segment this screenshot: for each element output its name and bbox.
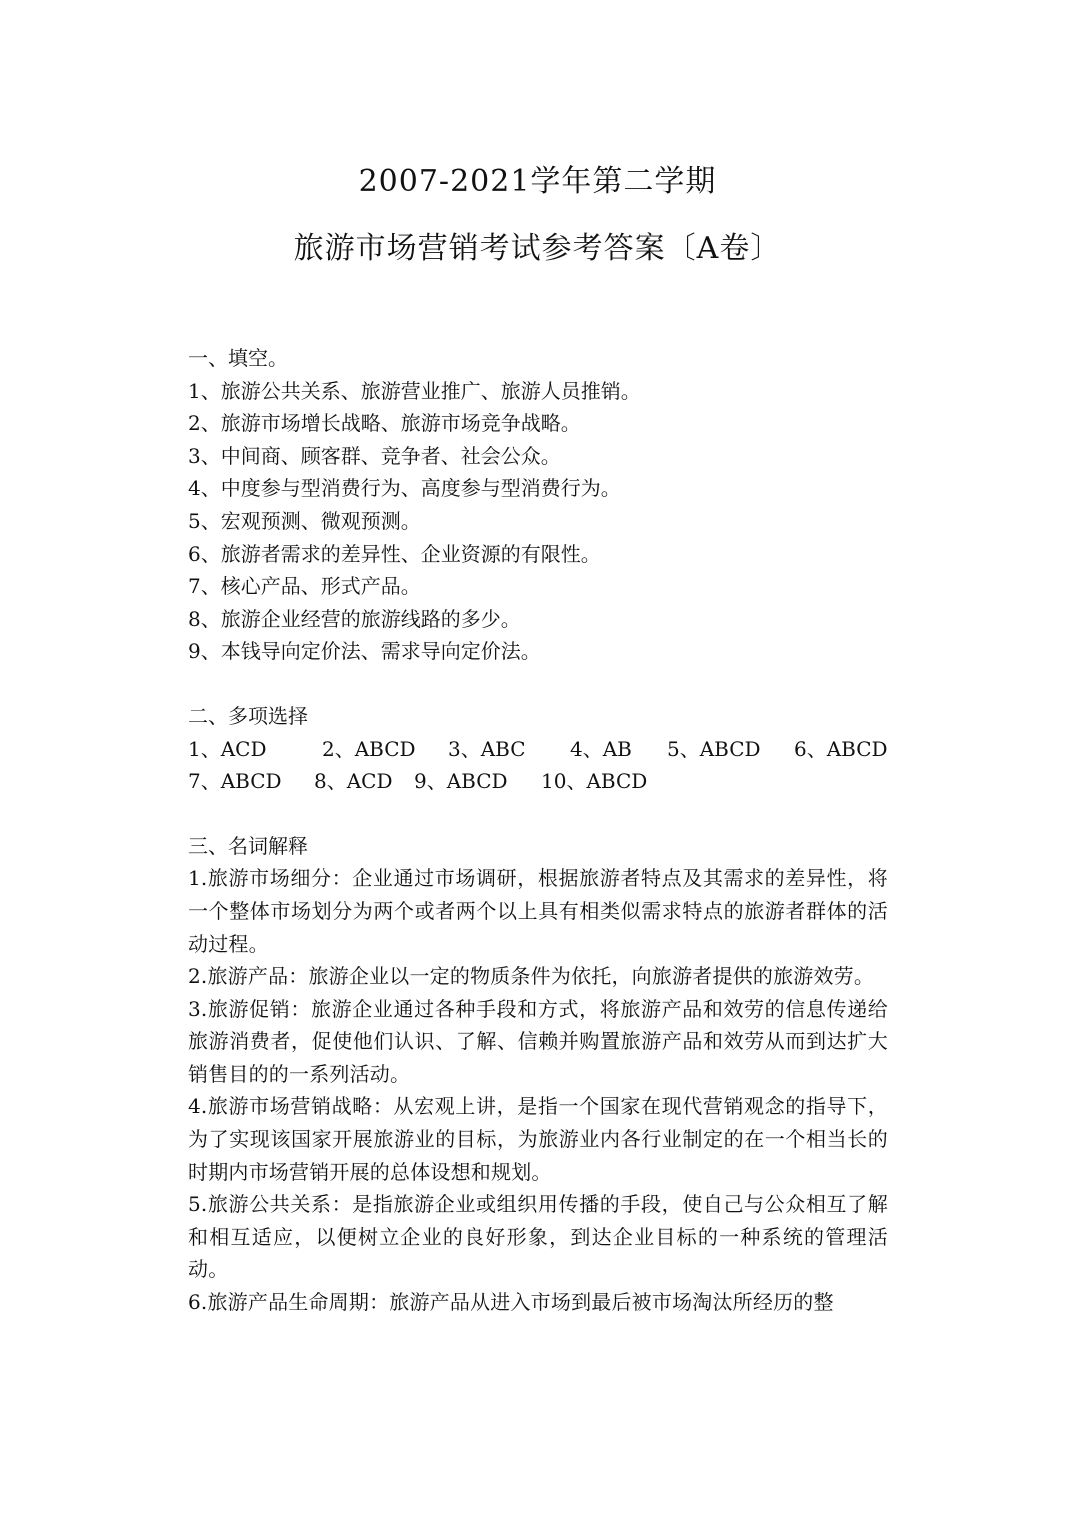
choice-answer-4: 4、AB — [570, 736, 632, 761]
term-definition-4: 4.旅游市场营销战略：从宏观上讲，是指一个国家在现代营销观念的指导下，为了实现该国家开展旅游业的目标，为旅游业内各行业制定的在一个相当长的时期内市场营销开展的总体设想和规划。 — [188, 1094, 888, 1184]
document-title: 2007-2021学年第二学期 — [358, 164, 717, 199]
document-subtitle: 旅游市场营销考试参考答案〔A卷〕 — [293, 231, 782, 266]
section-spacer — [188, 798, 888, 830]
fill-in-answer-9: 9、本钱导向定价法、需求导向定价法。 — [188, 639, 541, 664]
fill-in-answer-1: 1、旅游公共关系、旅游营业推广、旅游人员推销。 — [188, 378, 641, 403]
choice-answer-6: 6、ABCD — [794, 736, 888, 761]
choice-answer-7: 7、ABCD — [188, 769, 282, 794]
choice-answer-5: 5、ABCD — [667, 736, 761, 761]
term-definition-5: 5.旅游公共关系：是指旅游企业或组织用传播的手段，使自己与公众相互了解和相互适应，以便树立企业的良好形象，到达企业目标的一种系统的管理活动。 — [188, 1192, 888, 1282]
choice-answer-row — [188, 733, 888, 766]
choice-answer-1: 1、ACD — [188, 736, 267, 761]
fill-in-answer-8: 8、旅游企业经营的旅游线路的多少。 — [188, 606, 521, 631]
fill-in-answer-6: 6、旅游者需求的差异性、企业资源的有限性。 — [188, 541, 601, 566]
fill-in-answer-2: 2、旅游市场增长战略、旅游市场竞争战略。 — [188, 411, 581, 436]
choice-answer-10: 10、ABCD — [541, 769, 648, 794]
fill-in-answer-4: 4、中度参与型消费行为、高度参与型消费行为。 — [188, 476, 621, 501]
choice-answer-row — [188, 765, 888, 798]
choice-answer-2: 2、ABCD — [322, 736, 416, 761]
section-heading-fill-in: 一、填空。 — [188, 346, 288, 370]
choice-answer-3: 3、ABC — [448, 736, 526, 761]
fill-in-answer-7: 7、核心产品、形式产品。 — [188, 574, 421, 599]
section-heading-multiple-choice: 二、多项选择 — [188, 703, 308, 728]
choice-answer-9: 9、ABCD — [414, 769, 508, 794]
fill-in-answer-3: 3、中间商、顾客群、竞争者、社会公众。 — [188, 443, 561, 468]
choice-answer-8: 8、ACD — [314, 769, 393, 794]
term-definition-1: 1.旅游市场细分：企业通过市场调研，根据旅游者特点及其需求的差异性，将一个整体市场划分为两个或者两个以上具有相类似需求特点的旅游者群体的活动过程。 — [188, 866, 888, 956]
term-definition-6: 6.旅游产品生命周期：旅游产品从进入市场到最后被市场淘汰所经历的整 — [188, 1290, 834, 1315]
answer-body — [188, 342, 888, 1319]
fill-in-answer-5: 5、宏观预测、微观预测。 — [188, 508, 421, 533]
term-definition-2: 2.旅游产品：旅游企业以一定的物质条件为依托，向旅游者提供的旅游效劳。 — [188, 964, 875, 989]
term-definition-3: 3.旅游促销：旅游企业通过各种手段和方式，将旅游产品和效劳的信息传递给旅游消费者，促使他们认识、了解、信赖并购置旅游产品和效劳从而到达扩大销售目的的一系列活动。 — [188, 996, 888, 1086]
section-heading-term-definitions: 三、名词解释 — [188, 833, 308, 858]
section-spacer — [188, 668, 888, 700]
